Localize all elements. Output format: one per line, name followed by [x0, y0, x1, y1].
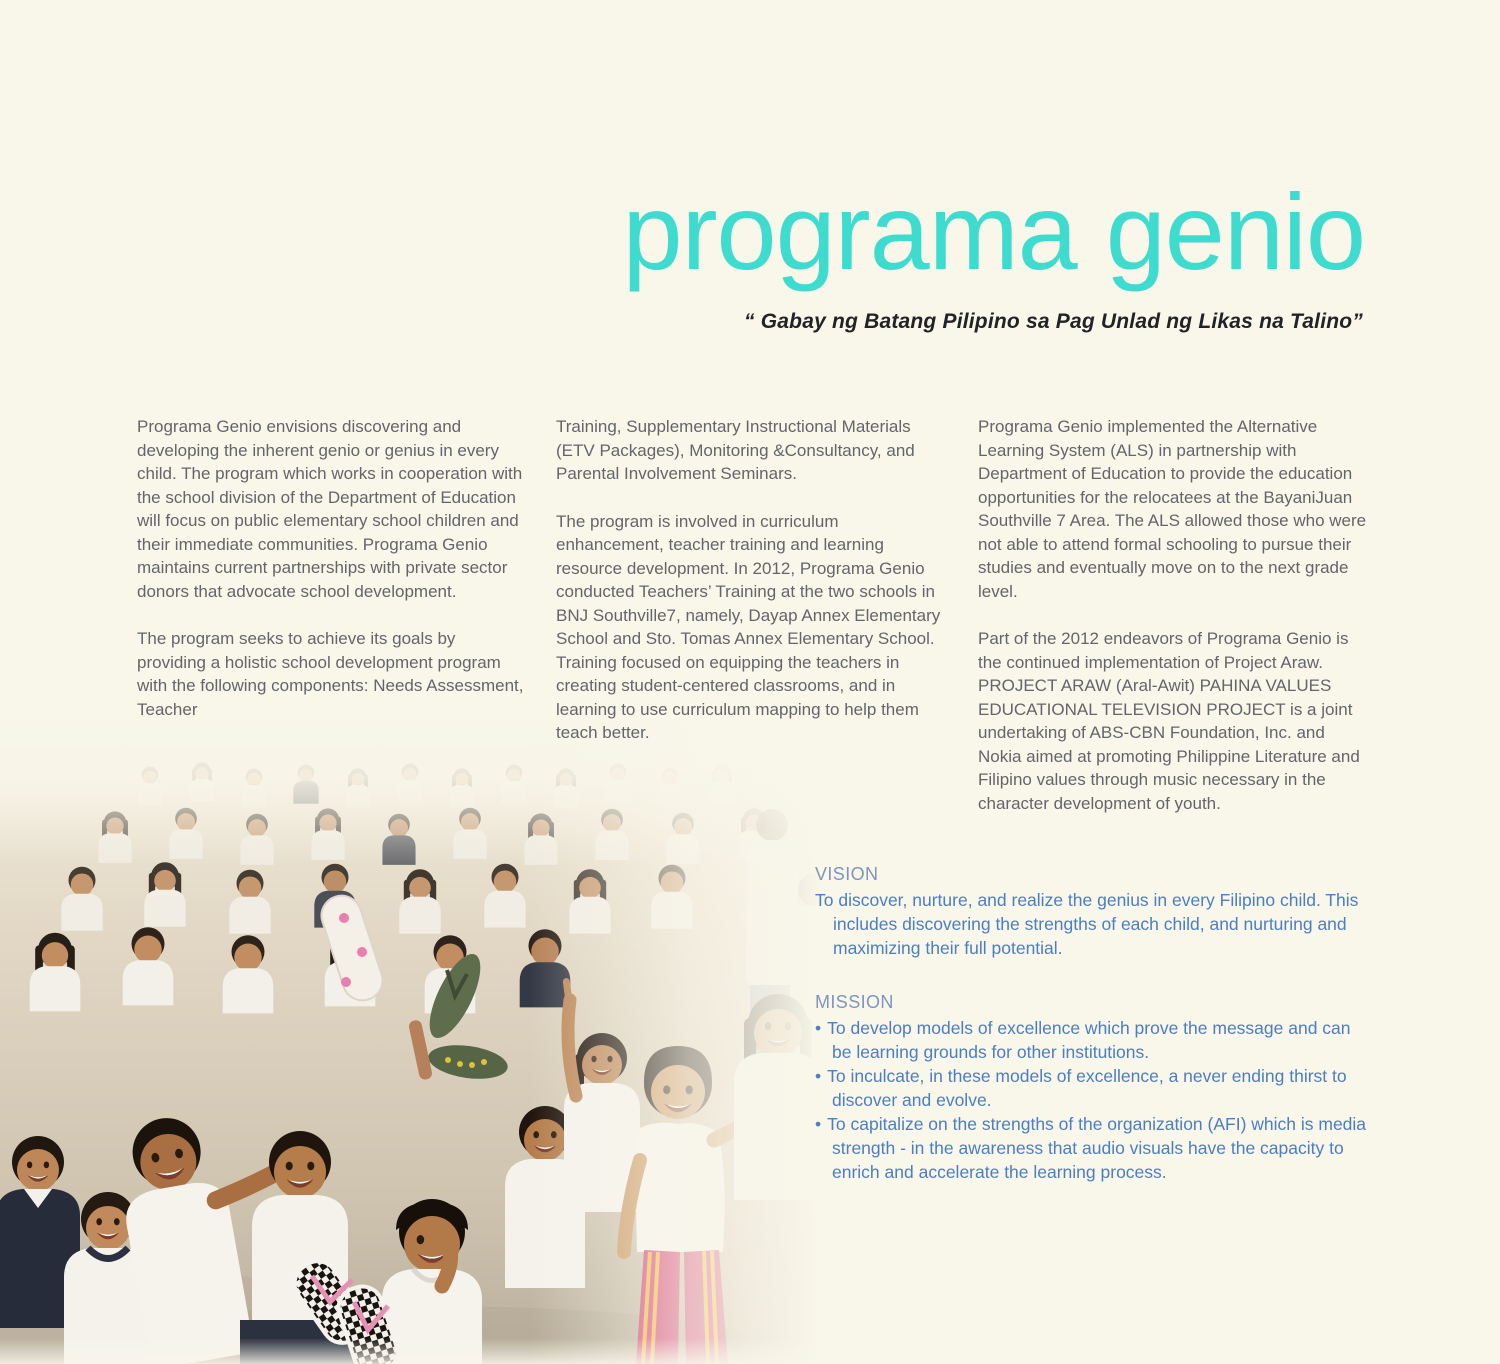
mission-item-text: To capitalize on the strengths of the organization (AFI) which is media strength - in the awareness that audio visuals have the capacity to enrich and accelerate the learning process. [827, 1114, 1367, 1182]
body-paragraph: Programa Genio implemented the Alternative Learning System (ALS) in partnership with Department of Education to provide the education opportunities for the relocatees at the BayaniJuan Southville 7 Area. The ALS allowed those who were not able to attend formal schooling to pursue their studies and eventually move on to the next grade level. [978, 417, 1367, 601]
body-paragraph: Training, Supplementary Instructional Materials (ETV Packages), Monitoring &Consultancy, and Parental Involvement Seminars. [556, 417, 915, 483]
page-title: programa genio [622, 171, 1365, 292]
bullet-glyph: • [815, 1066, 822, 1086]
mission-item [815, 1064, 1371, 1112]
body-paragraph: The program seeks to achieve its goals by providing a holistic school development program with the following components: Needs Assessment, Teacher [137, 629, 524, 719]
mission-item-text: To develop models of excellence which prove the message and can be learning grounds for other institutions. [827, 1018, 1351, 1062]
mission-item-text: To inculcate, in these models of excellence, a never ending thirst to discover and evolve. [827, 1066, 1347, 1110]
page-tagline: “ Gabay ng Batang Pilipino sa Pag Unlad ng Likas na Talino” [744, 310, 1363, 333]
mission-item [815, 1112, 1371, 1184]
mission-heading: MISSION [815, 992, 894, 1012]
vision-text: To discover, nurture, and realize the genius in every Filipino child. This includes discovering the strengths of each child, and nurturing and maximizing their full potential. [815, 890, 1359, 958]
mission-section [815, 992, 1371, 1184]
bullet-glyph: • [815, 1114, 822, 1134]
mission-item [815, 1016, 1371, 1064]
body-column-1 [137, 415, 529, 745]
vision-heading: VISION [815, 864, 879, 884]
bullet-glyph: • [815, 1018, 822, 1038]
vision-section [815, 864, 1371, 960]
body-paragraph: The program is involved in curriculum enhancement, teacher training and learning resource development. In 2012, Programa Genio conducted Teachers’ Training at the two schools in BNJ Southville7, namely, Dayap Annex Elementary School and Sto. Tomas Annex Elementary School. Training focused on equipping the teachers in creating student-centered classrooms, and in learning to use curriculum mapping to help them teach better. [556, 511, 941, 742]
body-paragraph: Programa Genio envisions discovering and developing the inherent genio or genius in every child. The program which works in cooperation with the school division of the Department of Education will focus on public elementary school children and their immediate communities. Programa Genio maintains current partnerships with private sector donors that advocate school development. [137, 417, 523, 601]
body-column-2 [556, 415, 948, 769]
children-photo [0, 690, 820, 1364]
body-column-3 [978, 415, 1368, 839]
body-paragraph: Part of the 2012 endeavors of Programa Genio is the continued implementation of Project Araw. PROJECT ARAW (Aral-Awit) PAHINA VALUES EDUCATIONAL TELEVISION PROJECT is a joint undertaking of ABS-CBN Foundation, Inc. and Nokia aimed at promoting Philippine Literature and Filipino values through music necessary in the character development of youth. [978, 629, 1360, 813]
